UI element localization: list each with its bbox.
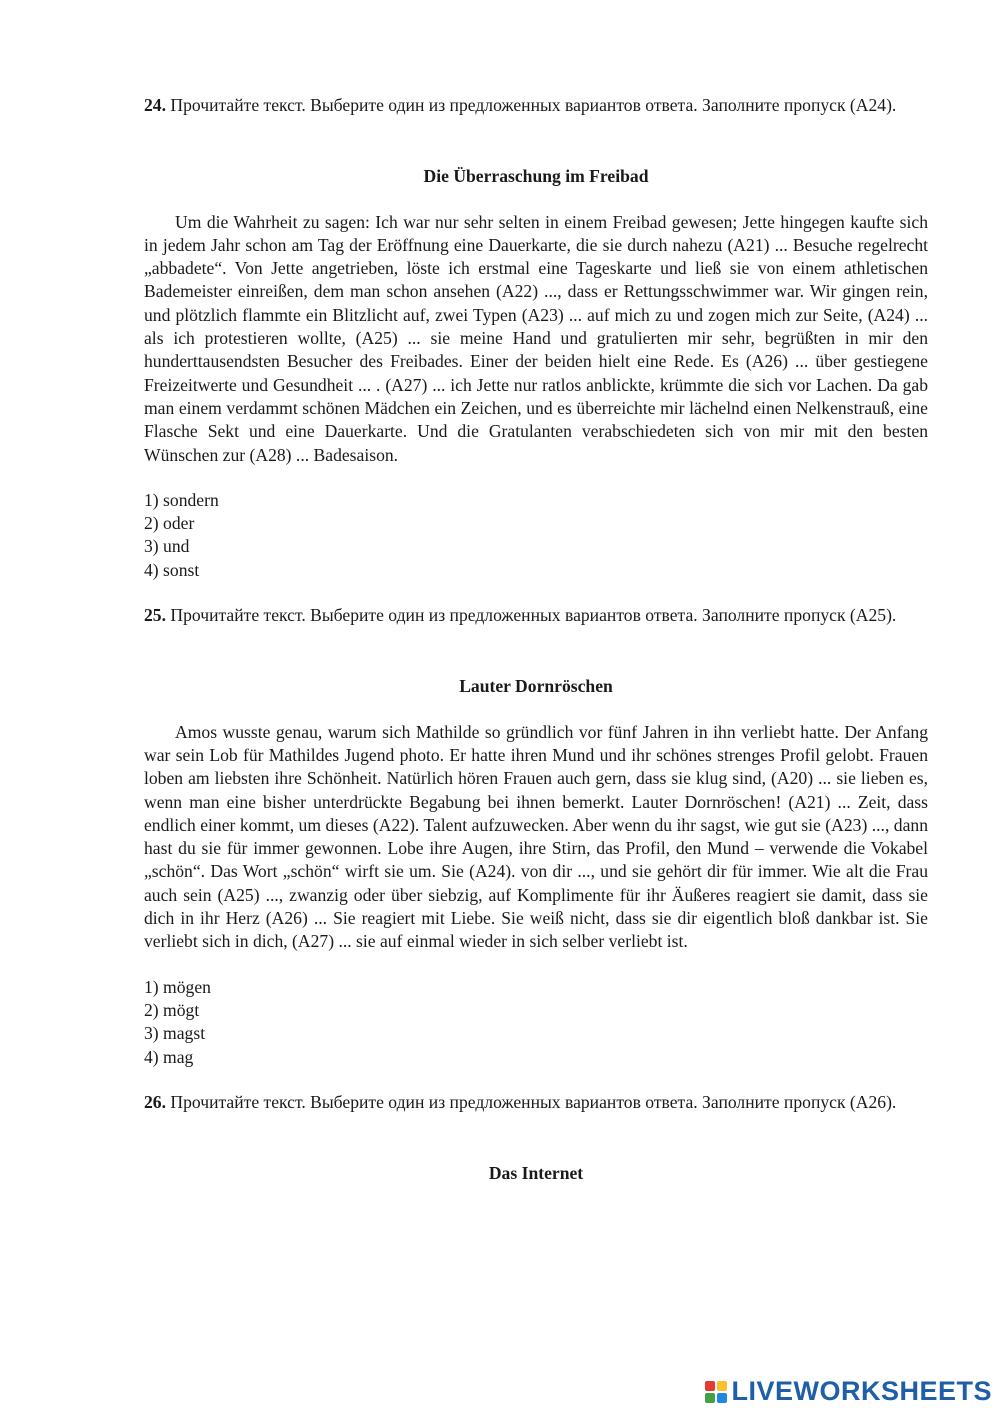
brand-name: LIVEWORKSHEETS (731, 1376, 992, 1406)
logo-block-green (705, 1393, 715, 1403)
passage-title: Die Überraschung im Freibad (423, 166, 649, 187)
question-26-instruction (144, 1091, 928, 1114)
question-number: 25. (144, 605, 166, 626)
logo-block-blue (717, 1393, 727, 1403)
instruction-text: Прочитайте текст. Выберите один из предложенных вариантов ответа. Заполните пропуск (A24). (170, 95, 897, 115)
answer-option[interactable]: 4) mag (144, 1046, 194, 1067)
answer-options (144, 489, 928, 582)
worksheet-page (144, 94, 928, 1185)
instruction-text: Прочитайте текст. Выберите один из предложенных вариантов ответа. Заполните пропуск (A25). (170, 605, 897, 626)
answer-options (144, 976, 928, 1069)
answer-option[interactable]: 1) sondern (144, 489, 219, 510)
answer-option[interactable]: 2) mögt (144, 999, 200, 1020)
passage-title: Lauter Dornröschen (459, 676, 613, 697)
passage-title: Das Internet (488, 1163, 584, 1184)
instruction-text: Прочитайте текст. Выберите один из предложенных вариантов ответа. Заполните пропуск (A26). (170, 1091, 897, 1112)
answer-option[interactable]: 4) sonst (144, 559, 200, 580)
passage-text: Amos wusste genau, warum sich Mathilde so gründlich vor fünf Jahren in ihn verliebt hatte. Der Anfang war sein Lob für Mathildes Jugend photo. Er hatte ihren Mund und ihr schönes strenges Profil gelobt. Frauen loben am liebsten ihre Schönheit. Natürlich hören Frauen auch gern, dass sie klug sind, (A20) ... sie lieben es, wenn man eine bisher unterdrückte Begabung bei ihnen bemerkt. Lauter Dornröschen! (A21) ... Zeit, dass endlich einer kommt, um dieses (A22). Talent aufzuwecken. Aber wenn du ihr sagst, wie gut sie (A23) ..., dann hast du sie für immer gewonnen. Lobe ihre Augen, ihre Stirn, das Profil, den Mund – verwende die Vokabel „schön“. Das Wort „schön“ wirft sie um. Sie (A24). von dir ..., und sie gehört dir für immer. Wie alt die Frau auch sein (A25) ..., zwanzig oder über siebzig, auf Komplimente für ihr Äußeres reagiert sie damit, dass sie dich in ihr Herz (A26) ... Sie reagiert mit Liebe. Sie weiß nicht, dass sie dir eigentlich bloß dankbar ist. Sie verliebt sich in dich, (A27) ... sie auf einmal wieder in sich selber verliebt ist. (144, 721, 928, 952)
logo-block-red (705, 1381, 715, 1391)
answer-option[interactable]: 3) magst (144, 1023, 206, 1044)
question-number: 26. (144, 1091, 166, 1112)
question-24-instruction (144, 94, 928, 117)
question-25-instruction (144, 604, 928, 627)
answer-option[interactable]: 2) oder (144, 513, 195, 534)
answer-option[interactable]: 3) und (144, 536, 190, 557)
liveworksheets-logo[interactable] (705, 1376, 992, 1407)
answer-option[interactable]: 1) mögen (144, 976, 211, 997)
liveworksheets-logo-icon (705, 1381, 727, 1403)
logo-block-yellow (717, 1381, 727, 1391)
passage-text: Um die Wahrheit zu sagen: Ich war nur sehr selten in einem Freibad gewesen; Jette hingegen kaufte sich in jedem Jahr schon am Tag der Eröffnung eine Dauerkarte, die sie durch nahezu (A21) ... Besuche regelrecht „abbadete“. Von Jette angetrieben, löste ich erstmal eine Tageskarte und ließ sie von einem athletischen Bademeister einreißen, dem man schon ansehen (A22) ..., dass er Rettungsschwimmer war. Wir gingen rein, und plötzlich flammte ein Blitzlicht auf, zwei Typen (A23) ... auf mich zu und zogen mich zur Seite, (A24) ... als ich protestieren wollte, (A25) ... sie meine Hand und gratulierten mir sehr, begrüßten in mir den hunderttausendsten Besucher des Freibades. Einer der beiden hielt eine Rede. Es (A26) ... über gestiegene Freizeitwerte und Gesundheit ... . (A27) ... ich Jette nur ratlos anblickte, krümmte die sich vor Lachen. Da gab man einem verdammt schönen Mädchen ein Zeichen, und es überreichte mir lächelnd einen Nelkenstrauß, eine Flasche Sekt und eine Dauerkarte. Und die Gratulanten verabschiedeten sich von mir mit den besten Wünschen zur (A28) ... Badesaison. (144, 211, 928, 465)
question-number: 24. (144, 95, 166, 115)
